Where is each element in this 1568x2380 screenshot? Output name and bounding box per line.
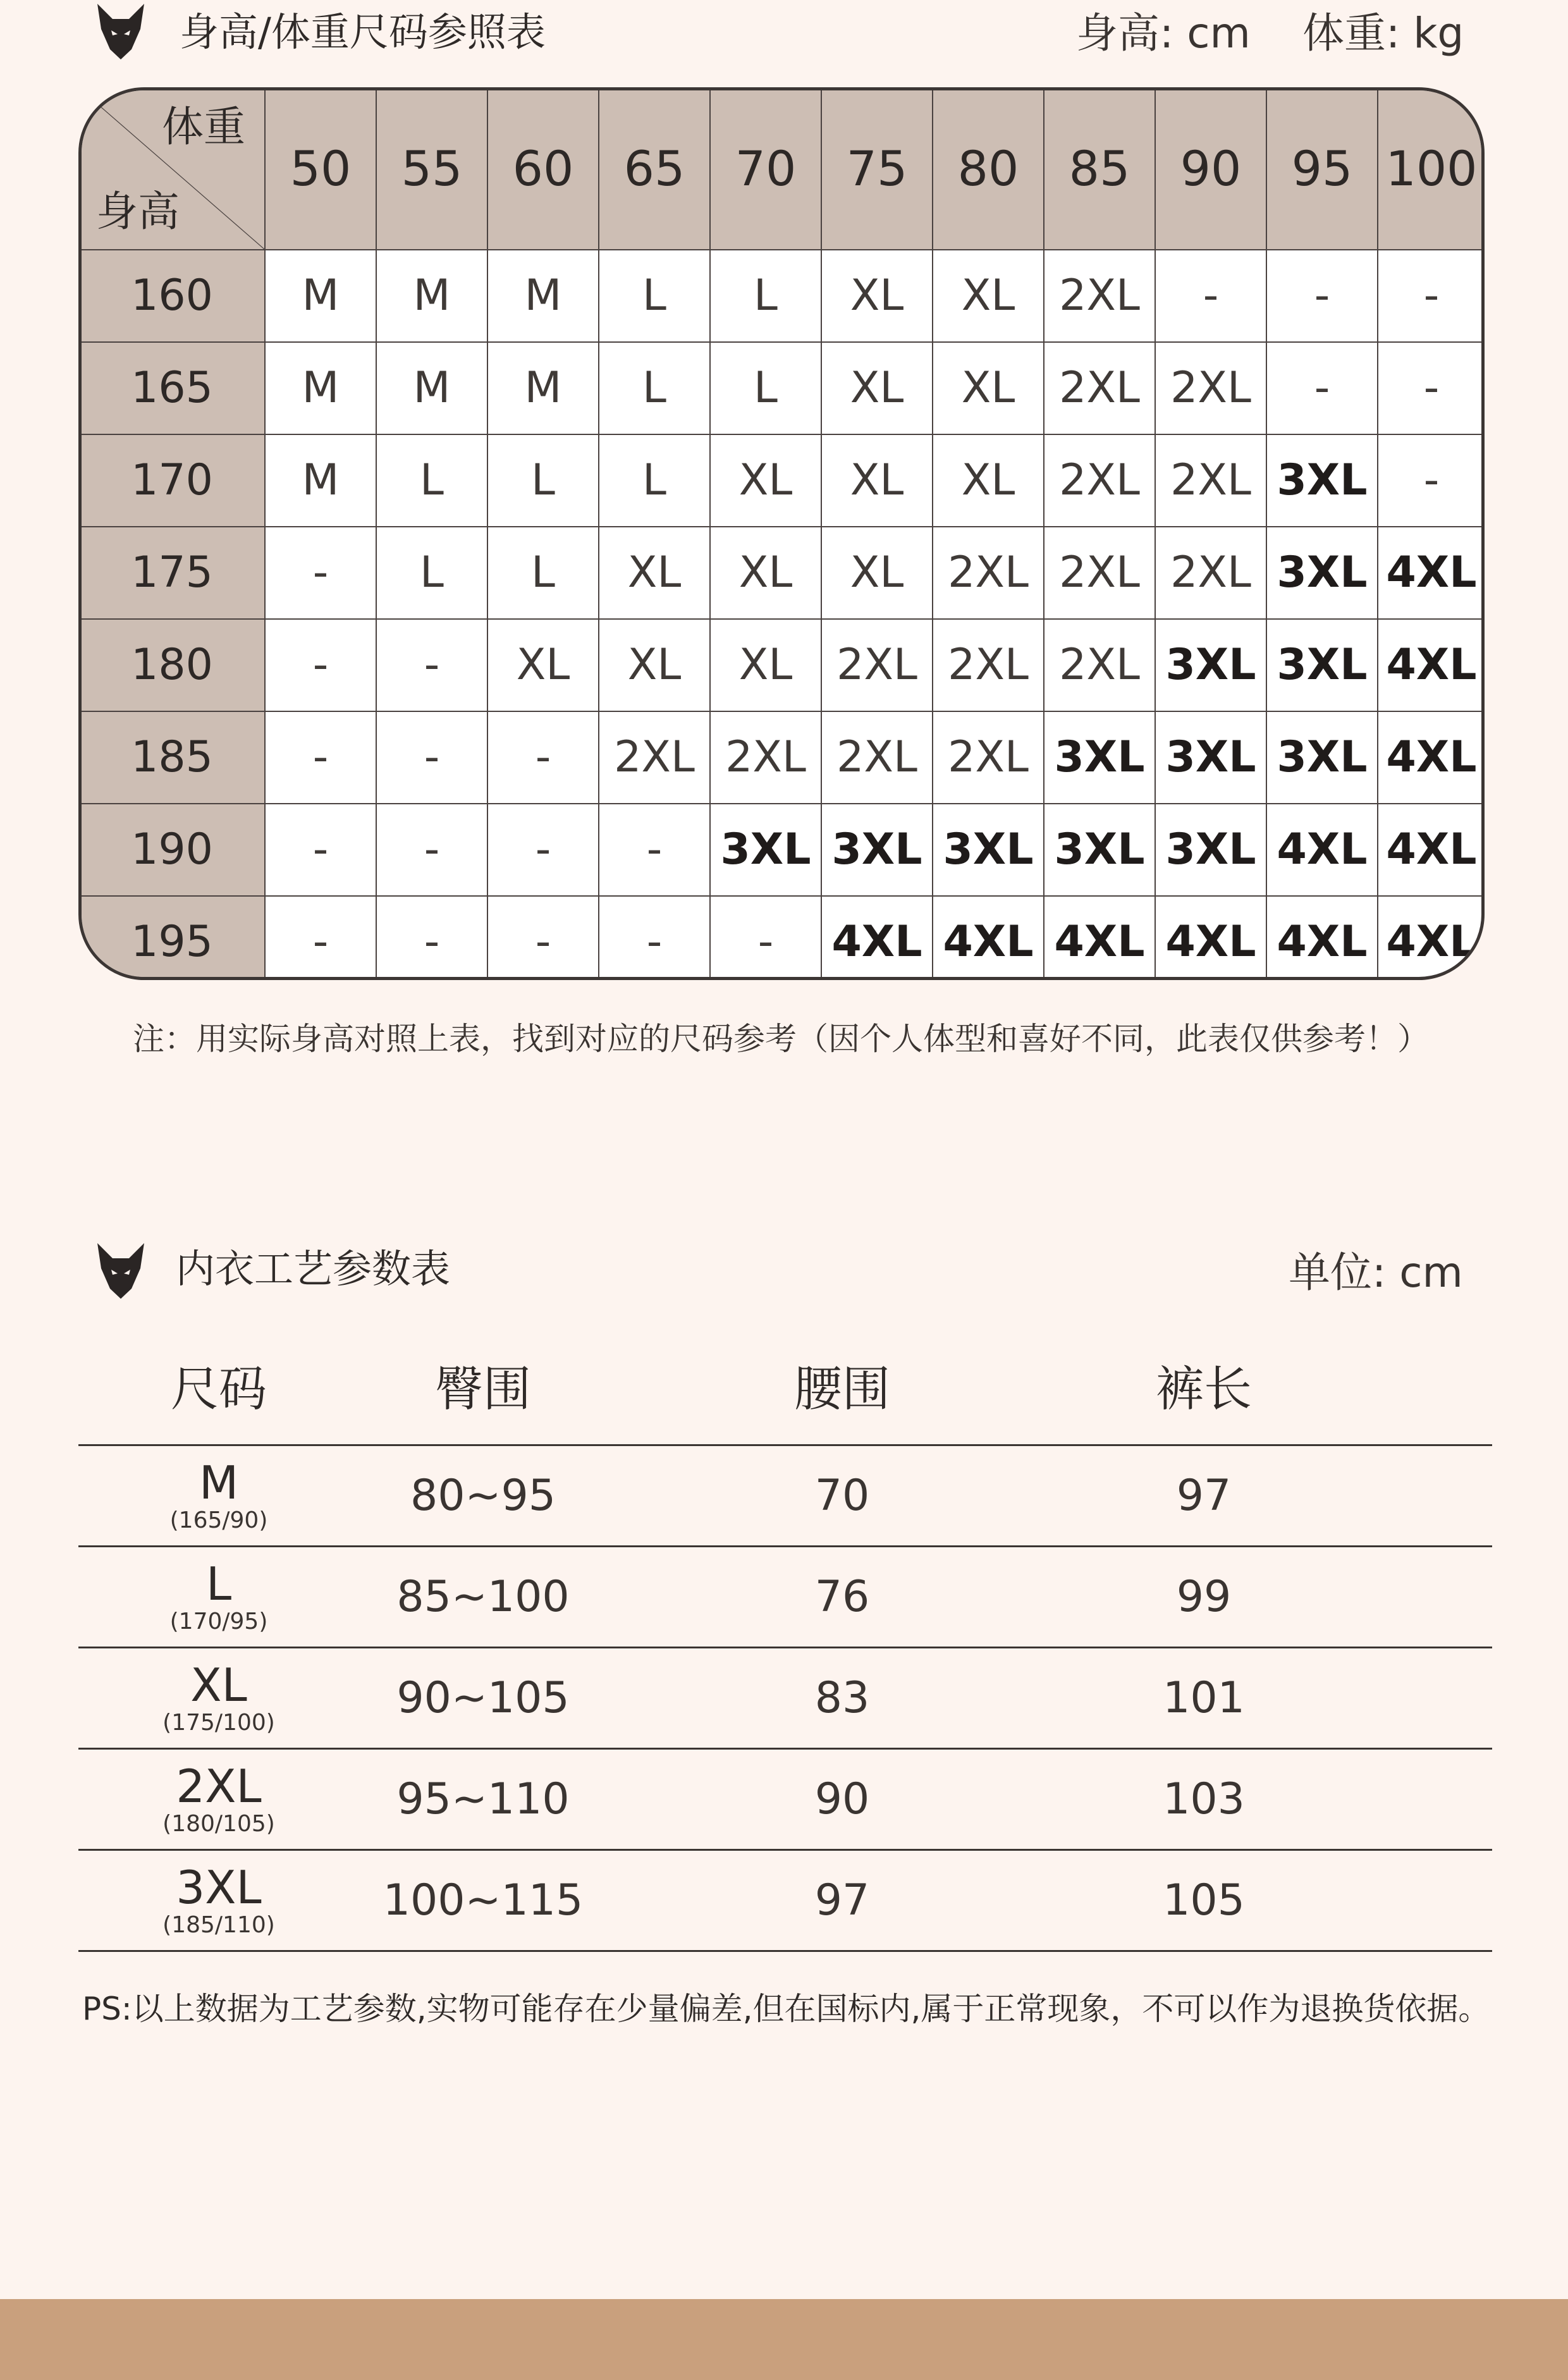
size-cell: 3XL xyxy=(1155,619,1266,711)
length-value: 99 xyxy=(1176,1571,1232,1622)
size-label: M xyxy=(199,1456,239,1509)
size-cell: - xyxy=(599,804,710,896)
size-row xyxy=(79,527,1485,619)
size-cell: 4XL xyxy=(1266,896,1378,980)
size-cell: - xyxy=(265,896,376,980)
size-cell: 3XL xyxy=(1044,804,1155,896)
spec-row xyxy=(78,1851,1492,1952)
header-length: 裤长 xyxy=(1156,1361,1252,1417)
hip-value: 80~95 xyxy=(410,1470,556,1521)
size-body-spec: (165/90) xyxy=(169,1507,268,1533)
size-cell: 2XL xyxy=(1155,434,1266,527)
size-cell: 4XL xyxy=(1378,804,1485,896)
waist-value: 83 xyxy=(814,1672,870,1723)
size-cell: 2XL xyxy=(933,711,1044,804)
size-cell: 4XL xyxy=(1378,896,1485,980)
waist-value: 76 xyxy=(814,1571,870,1622)
corner-weight-label: 体重 xyxy=(162,102,245,151)
size-cell: 2XL xyxy=(599,711,710,804)
size-cell: 2XL xyxy=(1155,342,1266,434)
size-cell: - xyxy=(376,804,487,896)
weight-header-cell: 75 xyxy=(821,88,933,250)
size-cell: 4XL xyxy=(1266,804,1378,896)
size-cell: 2XL xyxy=(1044,619,1155,711)
size-body-spec: (185/110) xyxy=(162,1911,275,1938)
spec-row xyxy=(78,1750,1492,1851)
height-header-cell: 175 xyxy=(79,527,265,619)
size-cell: 4XL xyxy=(933,896,1044,980)
weight-header-cell: 70 xyxy=(710,88,821,250)
size-cell: 2XL xyxy=(1044,342,1155,434)
size-cell xyxy=(78,1750,359,1849)
size-cell: XL xyxy=(821,342,933,434)
header-size: 尺码 xyxy=(171,1361,267,1417)
height-unit-label: 身高: cm xyxy=(1076,9,1251,58)
size-cell: 3XL xyxy=(1266,619,1378,711)
size-cell: 4XL xyxy=(1155,896,1266,980)
weight-header-cell: 80 xyxy=(933,88,1044,250)
length-value: 103 xyxy=(1163,1774,1245,1824)
weight-header-cell: 90 xyxy=(1155,88,1266,250)
size-row xyxy=(79,711,1485,804)
size-cell: - xyxy=(487,804,599,896)
size-cell: L xyxy=(487,527,599,619)
size-cell: 3XL xyxy=(710,804,821,896)
weight-header-cell: 100 xyxy=(1378,88,1485,250)
height-header-cell: 160 xyxy=(79,250,265,342)
weight-header-row xyxy=(79,88,1485,250)
size-cell: XL xyxy=(933,342,1044,434)
weight-header-cell: 55 xyxy=(376,88,487,250)
size-cell: L xyxy=(710,342,821,434)
size-cell: - xyxy=(599,896,710,980)
size-cell: M xyxy=(376,342,487,434)
length-value: 101 xyxy=(1163,1672,1245,1723)
bottom-color-band xyxy=(0,2299,1568,2380)
size-label: L xyxy=(205,1557,232,1610)
size-cell: XL xyxy=(933,250,1044,342)
spec-table-title: 内衣工艺参数表 xyxy=(176,1246,451,1292)
size-row xyxy=(79,434,1485,527)
size-cell: - xyxy=(376,711,487,804)
size-cell: 2XL xyxy=(1044,434,1155,527)
size-cell: L xyxy=(599,342,710,434)
size-cell: L xyxy=(376,527,487,619)
waist-value: 90 xyxy=(814,1774,870,1824)
size-cell: L xyxy=(487,434,599,527)
weight-unit-label: 体重: kg xyxy=(1302,9,1464,58)
size-cell: M xyxy=(487,250,599,342)
size-cell: XL xyxy=(710,434,821,527)
header-hip: 臀围 xyxy=(435,1361,531,1417)
size-cell: XL xyxy=(933,434,1044,527)
size-cell: M xyxy=(376,250,487,342)
size-chart-note: 注：用实际身高对照上表，找到对应的尺码参考（因个人体型和喜好不同，此表仅供参考！） xyxy=(133,1021,1429,1057)
length-value: 105 xyxy=(1163,1875,1245,1925)
hip-value: 100~115 xyxy=(383,1875,584,1925)
corner-height-label: 身高 xyxy=(96,187,180,236)
size-body-spec: (180/105) xyxy=(162,1810,275,1837)
corner-header-cell xyxy=(79,88,265,250)
size-cell: - xyxy=(487,711,599,804)
size-cell: XL xyxy=(821,434,933,527)
size-cell: 2XL xyxy=(821,711,933,804)
weight-header-cell: 95 xyxy=(1266,88,1378,250)
spec-row xyxy=(78,1547,1492,1648)
size-cell: - xyxy=(265,804,376,896)
size-cell: - xyxy=(710,896,821,980)
size-cell: 2XL xyxy=(710,711,821,804)
size-cell: 4XL xyxy=(1378,711,1485,804)
size-cell: 2XL xyxy=(821,619,933,711)
height-header-cell: 180 xyxy=(79,619,265,711)
size-cell: XL xyxy=(821,527,933,619)
weight-header-cell: 65 xyxy=(599,88,710,250)
size-cell: 4XL xyxy=(1378,619,1485,711)
hip-value: 90~105 xyxy=(396,1672,570,1723)
size-cell: - xyxy=(265,527,376,619)
size-cell: L xyxy=(376,434,487,527)
size-row xyxy=(79,619,1485,711)
size-cell: 4XL xyxy=(1378,527,1485,619)
size-cell: - xyxy=(1378,434,1485,527)
size-cell: 3XL xyxy=(1266,711,1378,804)
size-cell: 2XL xyxy=(1155,527,1266,619)
size-cell: - xyxy=(1378,342,1485,434)
size-cell: L xyxy=(710,250,821,342)
size-cell: M xyxy=(265,342,376,434)
spec-header-row xyxy=(78,1334,1492,1446)
size-cell: 3XL xyxy=(1044,711,1155,804)
size-cell: M xyxy=(265,250,376,342)
weight-header-cell: 50 xyxy=(265,88,376,250)
height-header-cell: 170 xyxy=(79,434,265,527)
hip-value: 85~100 xyxy=(396,1571,570,1622)
size-cell: - xyxy=(265,711,376,804)
size-cell: - xyxy=(1378,250,1485,342)
size-label: 3XL xyxy=(176,1860,262,1914)
size-cell: M xyxy=(265,434,376,527)
size-cell: 2XL xyxy=(933,527,1044,619)
size-cell: XL xyxy=(710,619,821,711)
size-cell: 4XL xyxy=(821,896,933,980)
height-header-cell: 190 xyxy=(79,804,265,896)
size-label: 2XL xyxy=(176,1759,262,1813)
size-cell: XL xyxy=(599,527,710,619)
size-cell: 3XL xyxy=(821,804,933,896)
size-cell xyxy=(78,1648,359,1748)
spec-row xyxy=(78,1648,1492,1750)
waist-value: 97 xyxy=(814,1875,870,1925)
size-cell: 2XL xyxy=(1044,250,1155,342)
size-body-spec: (175/100) xyxy=(162,1709,275,1736)
size-chart-title: 身高/体重尺码参照表 xyxy=(180,9,546,55)
size-row xyxy=(79,804,1485,896)
weight-header-cell: 85 xyxy=(1044,88,1155,250)
spec-unit-label: 单位: cm xyxy=(1289,1248,1463,1297)
size-cell xyxy=(78,1547,359,1647)
size-cell: M xyxy=(487,342,599,434)
size-cell: - xyxy=(265,619,376,711)
size-reference-chart xyxy=(78,87,1485,980)
size-row xyxy=(79,342,1485,434)
wolf-logo-icon xyxy=(94,0,148,61)
spec-table xyxy=(78,1334,1492,1952)
size-cell: - xyxy=(376,896,487,980)
size-cell: - xyxy=(487,896,599,980)
height-header-cell: 165 xyxy=(79,342,265,434)
size-cell: - xyxy=(1266,342,1378,434)
height-header-cell: 195 xyxy=(79,896,265,980)
length-value: 97 xyxy=(1176,1470,1232,1521)
height-header-cell: 185 xyxy=(79,711,265,804)
size-cell: 3XL xyxy=(1266,527,1378,619)
size-cell: - xyxy=(376,619,487,711)
size-cell: XL xyxy=(821,250,933,342)
size-row xyxy=(79,896,1485,980)
ps-note: PS:以上数据为工艺参数,实物可能存在少量偏差,但在国标内,属于正常现象，不可以作为退换货依据。 xyxy=(82,1990,1490,2027)
size-cell: - xyxy=(1266,250,1378,342)
size-label: XL xyxy=(190,1658,247,1712)
size-cell: XL xyxy=(710,527,821,619)
size-cell: - xyxy=(1155,250,1266,342)
size-row xyxy=(79,250,1485,342)
size-cell: 2XL xyxy=(1044,527,1155,619)
weight-header-cell: 60 xyxy=(487,88,599,250)
size-cell: XL xyxy=(487,619,599,711)
size-cell: 3XL xyxy=(1155,711,1266,804)
size-cell xyxy=(78,1851,359,1950)
size-cell: 3XL xyxy=(1155,804,1266,896)
header-waist: 腰围 xyxy=(794,1361,890,1417)
size-cell: 4XL xyxy=(1044,896,1155,980)
size-cell: 2XL xyxy=(933,619,1044,711)
size-cell xyxy=(78,1446,359,1545)
size-cell: 3XL xyxy=(1266,434,1378,527)
hip-value: 95~110 xyxy=(396,1774,570,1824)
spec-row xyxy=(78,1446,1492,1547)
wolf-logo-icon xyxy=(94,1239,148,1300)
size-cell: L xyxy=(599,250,710,342)
size-cell: XL xyxy=(599,619,710,711)
size-cell: L xyxy=(599,434,710,527)
waist-value: 70 xyxy=(814,1470,870,1521)
size-body-spec: (170/95) xyxy=(169,1608,268,1635)
size-cell: 3XL xyxy=(933,804,1044,896)
